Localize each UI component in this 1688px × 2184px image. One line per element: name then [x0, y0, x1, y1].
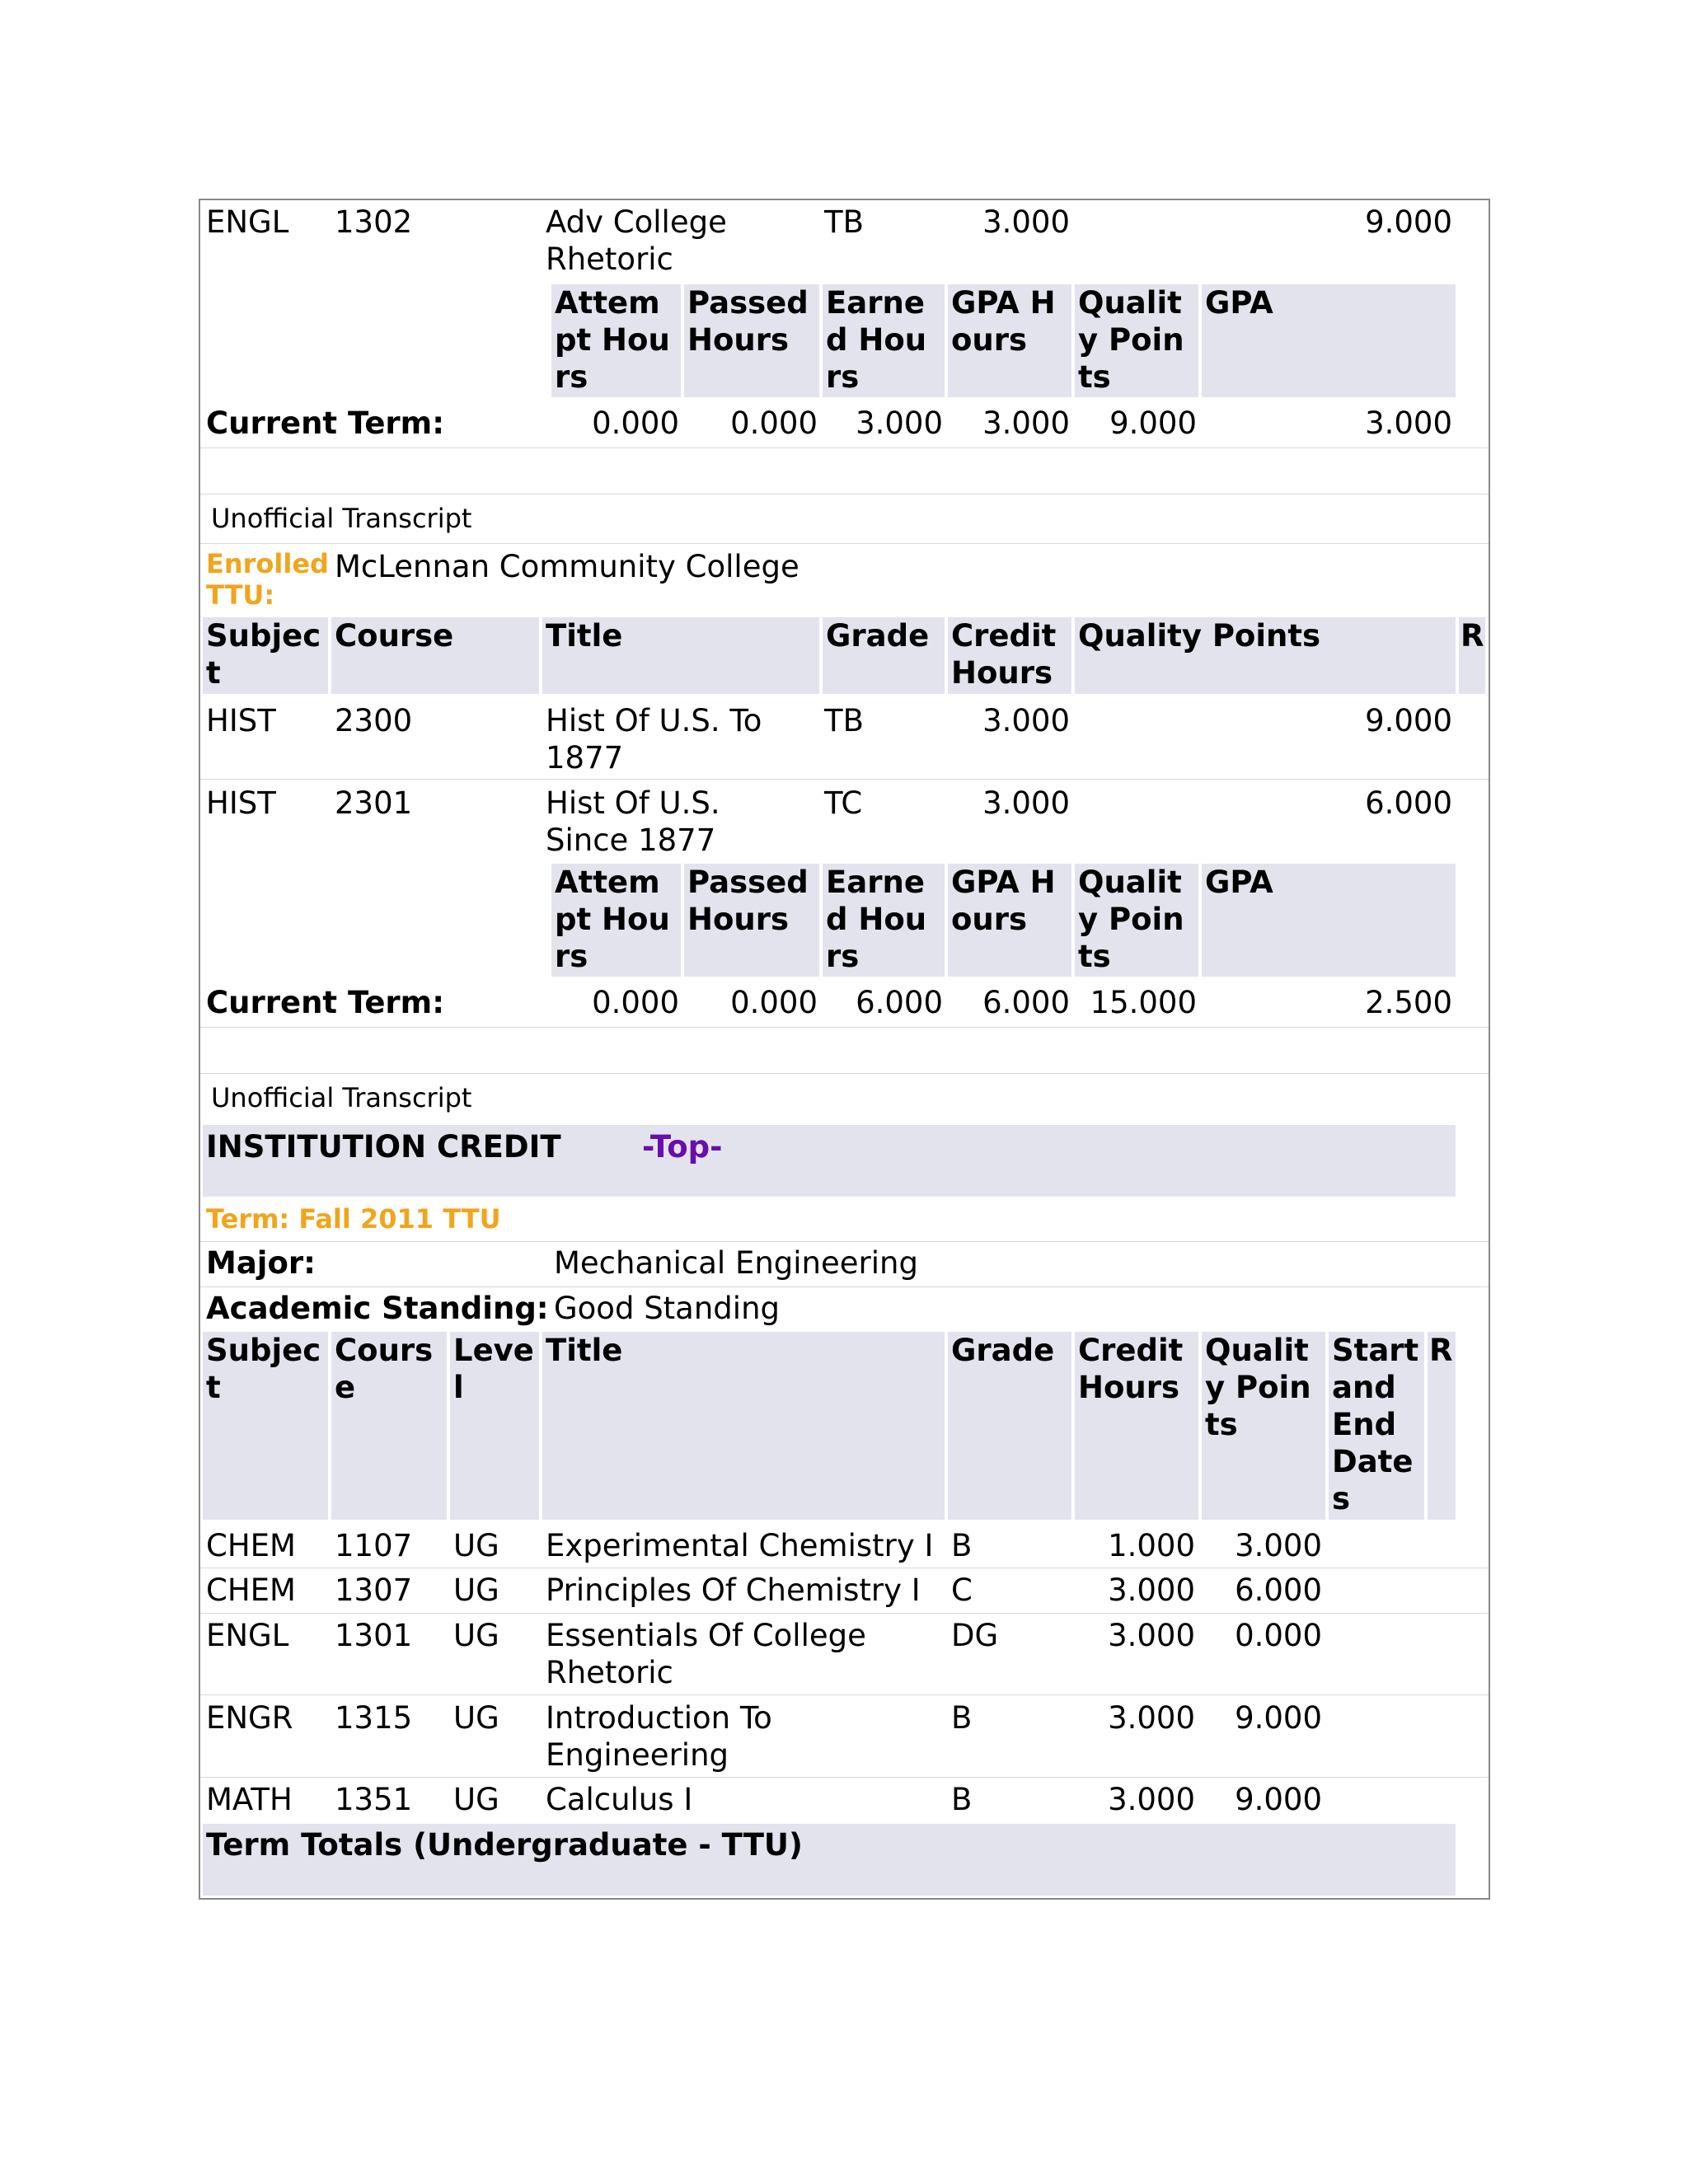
top-link[interactable]: -Top- — [642, 1129, 723, 1165]
hdr-quality-inst: Quality Points — [1202, 1332, 1325, 1520]
standing-label: Academic Standing: — [206, 1291, 549, 1326]
hdr-passed-hours-1: Passed Hours — [684, 284, 819, 397]
inst-row-title: Experimental Chemistry I — [546, 1528, 934, 1563]
hdr-passed-hours-2: Passed Hours — [684, 864, 819, 977]
hdr-credit-transfer: Credit Hours — [948, 617, 1071, 694]
top-row-quality: 9.000 — [1365, 204, 1452, 240]
hdr-course-inst: Course — [331, 1332, 447, 1520]
unofficial-transcript-2: Unofficial Transcript — [211, 1082, 472, 1113]
inst-row-quality: 0.000 — [1235, 1618, 1322, 1653]
term1-gpa-hours: 3.000 — [982, 405, 1070, 441]
inst-row-grade: B — [951, 1528, 973, 1563]
term2-quality: 15.000 — [1090, 985, 1197, 1020]
transfer-row-quality: 6.000 — [1365, 785, 1452, 821]
hdr-quality-transfer: Quality Points — [1075, 617, 1456, 694]
hdr-r-inst: R — [1428, 1332, 1456, 1520]
hdr-grade-inst: Grade — [948, 1332, 1071, 1520]
hdr-credit-inst: Credit Hours — [1075, 1332, 1198, 1520]
inst-row-quality: 6.000 — [1235, 1572, 1322, 1608]
inst-row-grade: B — [951, 1700, 973, 1736]
hdr-r-transfer: R — [1459, 617, 1485, 694]
standing-value: Good Standing — [554, 1291, 781, 1326]
hdr-level-inst: Level — [450, 1332, 539, 1520]
transfer-row-course: 2301 — [335, 785, 413, 821]
inst-row-title: Essentials Of College Rhetoric — [546, 1618, 866, 1690]
inst-row-level: UG — [453, 1700, 499, 1736]
top-row-grade: TB — [824, 204, 864, 240]
term2-passed: 0.000 — [730, 985, 818, 1020]
inst-row-credit: 3.000 — [1108, 1572, 1195, 1608]
inst-row-credit: 3.000 — [1108, 1618, 1195, 1653]
top-row-subject: ENGL — [206, 204, 289, 240]
inst-row-title: Calculus I — [546, 1782, 693, 1817]
hdr-course-transfer: Course — [331, 617, 539, 694]
inst-row-course: 1351 — [335, 1782, 413, 1817]
hdr-subject-transfer: Subject — [203, 617, 328, 694]
term2-gpa-hours: 6.000 — [982, 985, 1070, 1020]
inst-row-quality: 9.000 — [1235, 1700, 1322, 1736]
transfer-row-credit: 3.000 — [982, 703, 1070, 738]
inst-row-credit: 3.000 — [1108, 1700, 1195, 1736]
transfer-row-subject: HIST — [206, 703, 276, 738]
inst-row-course: 1315 — [335, 1700, 413, 1736]
term-label: Term: Fall 2011 TTU — [206, 1203, 501, 1235]
inst-row-level: UG — [453, 1572, 499, 1608]
hdr-attempt-hours-2: Attempt Hours — [551, 864, 681, 977]
top-row-title: Adv College Rhetoric — [546, 204, 727, 277]
hdr-attempt-hours-1: Attempt Hours — [551, 284, 681, 397]
transfer-row-title: Hist Of U.S. Since 1877 — [546, 785, 720, 858]
hdr-subject-inst: Subject — [203, 1332, 328, 1520]
hdr-dates-inst: Start and End Dates — [1329, 1332, 1424, 1520]
term2-attempt: 0.000 — [592, 985, 679, 1020]
term1-earned: 3.000 — [856, 405, 943, 441]
institution-credit-title: INSTITUTION CREDIT — [206, 1129, 561, 1165]
inst-row-subject: MATH — [206, 1782, 293, 1817]
inst-row-level: UG — [453, 1782, 499, 1817]
term1-passed: 0.000 — [730, 405, 818, 441]
inst-row-grade: DG — [951, 1618, 999, 1653]
transfer-row-title: Hist Of U.S. To 1877 — [546, 703, 762, 776]
term2-earned: 6.000 — [856, 985, 943, 1020]
hdr-earned-hours-2: Earned Hours — [823, 864, 945, 977]
hdr-gpa-hours-1: GPA Hours — [948, 284, 1071, 397]
enrolled-label: Enrolled TTU: — [206, 548, 329, 611]
inst-row-subject: ENGL — [206, 1618, 289, 1653]
transfer-row-grade: TC — [824, 785, 863, 821]
transfer-row-course: 2300 — [335, 703, 413, 738]
inst-row-credit: 1.000 — [1108, 1528, 1195, 1563]
term1-gpa: 3.000 — [1365, 405, 1452, 441]
hdr-earned-hours-1: Earned Hours — [823, 284, 945, 397]
inst-row-title: Principles Of Chemistry I — [546, 1572, 921, 1608]
inst-row-course: 1301 — [335, 1618, 413, 1653]
major-value: Mechanical Engineering — [554, 1245, 918, 1281]
inst-row-quality: 9.000 — [1235, 1782, 1322, 1817]
inst-row-subject: ENGR — [206, 1700, 293, 1736]
hdr-grade-transfer: Grade — [823, 617, 945, 694]
inst-row-course: 1107 — [335, 1528, 413, 1563]
hdr-gpa-2: GPA — [1202, 864, 1456, 977]
inst-row-credit: 3.000 — [1108, 1782, 1195, 1817]
top-row-course: 1302 — [335, 204, 413, 240]
hdr-title-transfer: Title — [542, 617, 819, 694]
inst-row-subject: CHEM — [206, 1572, 296, 1608]
term1-quality: 9.000 — [1109, 405, 1197, 441]
inst-row-level: UG — [453, 1528, 499, 1563]
term2-gpa: 2.500 — [1365, 985, 1452, 1020]
hdr-quality-points-2: Quality Points — [1075, 864, 1198, 977]
term1-attempt: 0.000 — [592, 405, 679, 441]
inst-row-course: 1307 — [335, 1572, 413, 1608]
current-term-label-1: Current Term: — [206, 405, 445, 441]
hdr-quality-points-1: Quality Points — [1075, 284, 1198, 397]
transfer-row-grade: TB — [824, 703, 864, 738]
hdr-gpa-hours-2: GPA Hours — [948, 864, 1071, 977]
unofficial-transcript-1: Unofficial Transcript — [211, 503, 472, 534]
inst-row-quality: 3.000 — [1235, 1528, 1322, 1563]
term-totals-label: Term Totals (Undergraduate - TTU) — [206, 1827, 803, 1863]
enrolled-value: McLennan Community College — [335, 549, 799, 584]
top-row-credit: 3.000 — [982, 204, 1070, 240]
hdr-gpa-1: GPA — [1202, 284, 1456, 397]
inst-row-title: Introduction To Engineering — [546, 1700, 772, 1773]
transfer-row-quality: 9.000 — [1365, 703, 1452, 738]
inst-row-grade: C — [951, 1572, 973, 1608]
transfer-row-credit: 3.000 — [982, 785, 1070, 821]
hdr-title-inst: Title — [542, 1332, 945, 1520]
inst-row-subject: CHEM — [206, 1528, 296, 1563]
inst-row-grade: B — [951, 1782, 973, 1817]
major-label: Major: — [206, 1245, 316, 1281]
inst-row-level: UG — [453, 1618, 499, 1653]
current-term-label-2: Current Term: — [206, 985, 445, 1020]
transfer-row-subject: HIST — [206, 785, 276, 821]
